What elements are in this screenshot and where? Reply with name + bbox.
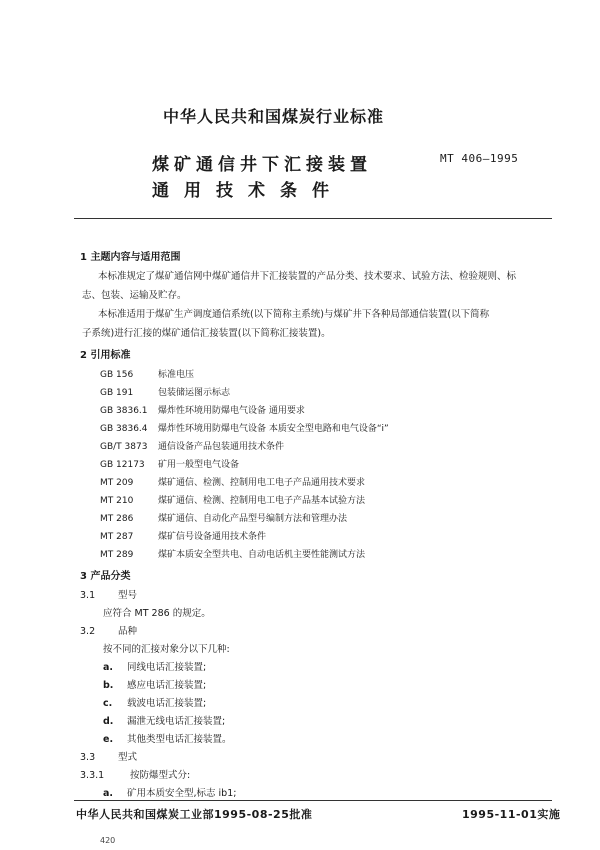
clause-title: 按防爆型式分: bbox=[130, 770, 191, 781]
clause-3-2-text: 按不同的汇接对象分以下几种: bbox=[103, 644, 230, 655]
clause-3-2 bbox=[80, 623, 137, 637]
clause-title: 型号 bbox=[118, 590, 138, 601]
document-title-line2: 通用技术条件 bbox=[152, 181, 344, 201]
reference-item bbox=[100, 475, 365, 488]
reference-code: MT 287 bbox=[100, 532, 134, 542]
reference-code: MT 286 bbox=[100, 514, 134, 524]
reference-code: MT 289 bbox=[100, 550, 134, 560]
reference-item bbox=[100, 385, 230, 398]
clause-number: 3.3.1 bbox=[80, 770, 105, 781]
reference-title: 煤矿通信、检测、控制用电工电子产品基本试验方法 bbox=[158, 496, 366, 506]
clause-number: 3.2 bbox=[80, 626, 96, 637]
list-item-text: 载波电话汇接装置; bbox=[127, 698, 207, 709]
reference-title: 煤矿通信、检测、控制用电工电子产品通用技术要求 bbox=[158, 478, 366, 488]
clause-title: 品种 bbox=[118, 626, 138, 637]
reference-code: GB 3836.4 bbox=[100, 424, 148, 434]
list-item-label: d. bbox=[103, 716, 114, 727]
reference-item bbox=[100, 367, 194, 380]
reference-item bbox=[100, 439, 284, 452]
reference-code: GB 156 bbox=[100, 370, 134, 380]
list-item-label: a. bbox=[103, 788, 114, 799]
list-item bbox=[103, 677, 206, 691]
reference-title: 包装储运图示标志 bbox=[158, 388, 231, 398]
standard-number: MT 406—1995 bbox=[440, 152, 519, 165]
clause-3-3-1 bbox=[80, 767, 190, 781]
industry-standard-heading: 中华人民共和国煤炭行业标准 bbox=[163, 107, 385, 126]
effective-date: 1995-11-01实施 bbox=[462, 808, 561, 821]
section1-para2-line1: 本标准适用于煤矿生产调度通信系统(以下简称主系统)与煤矿井下各种局部通信装置(以下简称 bbox=[98, 309, 490, 320]
section1-para1-line2: 志、包装、运输及贮存。 bbox=[82, 290, 187, 301]
section1-para1-line1: 本标准规定了煤矿通信网中煤矿通信井下汇接装置的产品分类、技术要求、试验方法、检验规则、标 bbox=[98, 271, 517, 282]
list-item-text: 同线电话汇接装置; bbox=[127, 662, 207, 673]
reference-code: GB/T 3873 bbox=[100, 442, 148, 452]
reference-item bbox=[100, 421, 389, 434]
clause-title: 型式 bbox=[118, 752, 138, 763]
reference-item bbox=[100, 457, 239, 470]
section2-heading: 2 引用标准 bbox=[80, 350, 131, 361]
approval-statement: 中华人民共和国煤炭工业部1995-08-25批准 bbox=[76, 808, 313, 821]
reference-title: 煤矿本质安全型共电、自动电话机主要性能测试方法 bbox=[158, 550, 366, 560]
reference-item bbox=[100, 529, 266, 542]
reference-item bbox=[100, 547, 365, 560]
list-item-text: 感应电话汇接装置; bbox=[127, 680, 207, 691]
reference-code: GB 12173 bbox=[100, 460, 145, 470]
reference-title: 爆炸性环境用防爆电气设备 通用要求 bbox=[158, 406, 305, 416]
list-item-label: c. bbox=[103, 698, 113, 709]
reference-title: 爆炸性环境用防爆电气设备 本质安全型电路和电气设备“i” bbox=[158, 424, 389, 434]
reference-title: 标准电压 bbox=[158, 370, 195, 380]
section1-para2-line2: 子系统)进行汇接的煤矿通信汇接装置(以下简称汇接装置)。 bbox=[82, 328, 331, 339]
reference-title: 煤矿通信、自动化产品型号编制方法和管理办法 bbox=[158, 514, 348, 524]
reference-code: MT 209 bbox=[100, 478, 134, 488]
clause-3-1-text: 应符合 MT 286 的规定。 bbox=[103, 608, 211, 619]
reference-title: 煤矿信号设备通用技术条件 bbox=[158, 532, 267, 542]
list-item bbox=[103, 659, 206, 673]
reference-item bbox=[100, 511, 347, 524]
footer-divider bbox=[74, 800, 552, 801]
reference-item bbox=[100, 493, 365, 506]
reference-title: 通信设备产品包装通用技术条件 bbox=[158, 442, 285, 452]
page-number: 420 bbox=[100, 836, 116, 845]
reference-title: 矿用一般型电气设备 bbox=[158, 460, 240, 470]
list-item-text: 漏泄无线电话汇接装置; bbox=[127, 716, 226, 727]
document-title-line1: 煤矿通信井下汇接装置 bbox=[152, 155, 372, 175]
header-divider bbox=[74, 218, 552, 219]
reference-code: MT 210 bbox=[100, 496, 134, 506]
section3-heading: 3 产品分类 bbox=[80, 571, 131, 582]
list-item-label: e. bbox=[103, 734, 114, 745]
list-item bbox=[103, 713, 225, 727]
list-item bbox=[103, 695, 206, 709]
list-item-text: 其他类型电话汇接装置。 bbox=[127, 734, 232, 745]
list-item-text: 矿用本质安全型,标志 ib1; bbox=[127, 788, 237, 799]
list-item-label: a. bbox=[103, 662, 114, 673]
clause-3-1 bbox=[80, 587, 137, 601]
section1-heading: 1 主题内容与适用范围 bbox=[80, 252, 181, 263]
reference-item bbox=[100, 403, 305, 416]
clause-number: 3.3 bbox=[80, 752, 96, 763]
clause-3-3 bbox=[80, 749, 137, 763]
list-item bbox=[103, 731, 232, 745]
clause-number: 3.1 bbox=[80, 590, 96, 601]
list-item-label: b. bbox=[103, 680, 114, 691]
reference-code: GB 3836.1 bbox=[100, 406, 148, 416]
reference-code: GB 191 bbox=[100, 388, 134, 398]
list-item bbox=[103, 785, 236, 799]
